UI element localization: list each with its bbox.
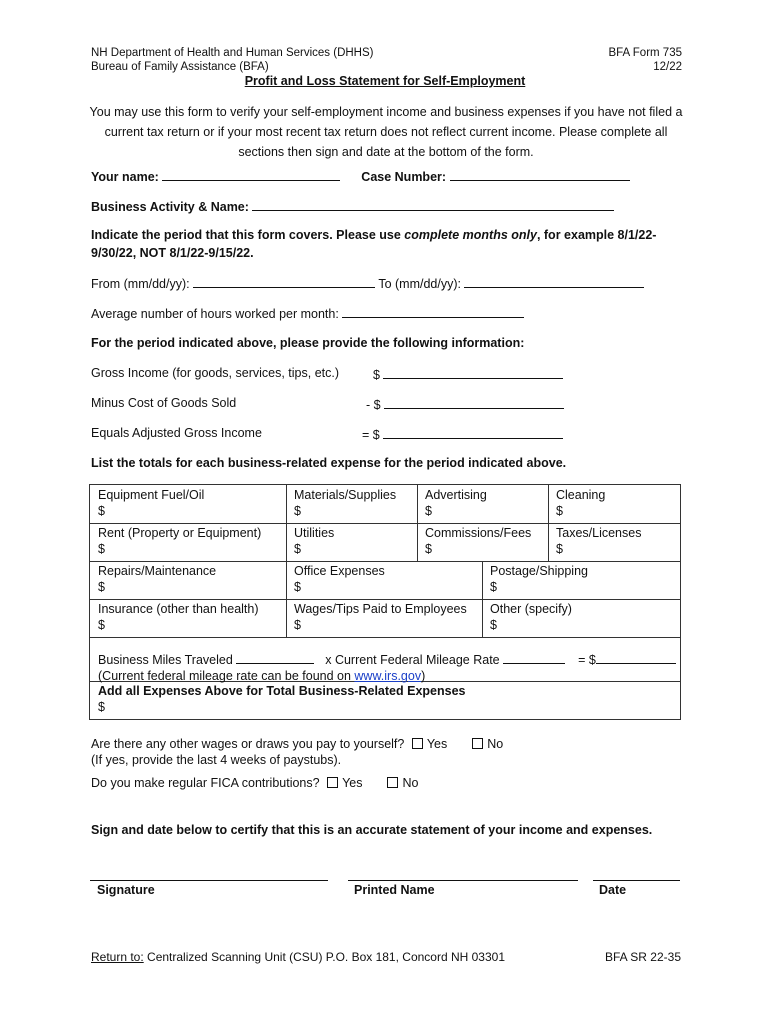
mileage-row: [98, 651, 676, 668]
expenses-heading: List the totals for each business-related expense for the period indicated above.: [91, 456, 567, 470]
adjusted-gross-prefix: = $: [362, 428, 380, 442]
printed-name-line[interactable]: [348, 880, 578, 881]
your-name-field[interactable]: [162, 168, 340, 181]
fica-no-label: No: [402, 776, 419, 790]
miles-field[interactable]: [236, 651, 314, 664]
currency-sign: $: [98, 618, 105, 632]
header-form-id: [608, 46, 682, 74]
currency-sign: $: [98, 580, 105, 594]
mileage-cell: [98, 651, 676, 684]
miles-label: Business Miles Traveled: [98, 653, 233, 667]
expense-label: Wages/Tips Paid to Employees: [294, 602, 467, 616]
from-label: From (mm/dd/yy):: [91, 277, 190, 291]
header-agency: [91, 46, 374, 74]
period-instruction-2: 9/30/22, NOT 8/1/22-9/15/22.: [91, 246, 254, 260]
your-name-label: Your name:: [91, 170, 159, 184]
adjusted-gross-label: Equals Adjusted Gross Income: [91, 426, 262, 440]
expense-label: Insurance (other than health): [98, 602, 259, 616]
expense-cell-repairs[interactable]: [98, 563, 216, 595]
wages-no-checkbox[interactable]: [472, 738, 483, 749]
gross-income-label: Gross Income (for goods, services, tips, etc.): [91, 366, 339, 380]
currency-sign: $: [490, 580, 497, 594]
expense-cell-rent[interactable]: [98, 525, 261, 557]
currency-sign: $: [425, 504, 432, 518]
adjusted-gross-amount: [362, 426, 563, 442]
period-instruction-text: Indicate the period that this form covers. Please use: [91, 228, 405, 242]
currency-sign: $: [294, 542, 301, 556]
expense-cell-utilities[interactable]: [294, 525, 334, 557]
period-instruction-emph: complete months only: [404, 228, 537, 242]
adjusted-gross-field[interactable]: [383, 426, 563, 439]
irs-link[interactable]: www.irs.gov: [354, 669, 422, 683]
currency-sign: $: [294, 580, 301, 594]
to-date-field[interactable]: [464, 275, 644, 288]
printed-name-label: Printed Name: [354, 883, 435, 897]
expense-cell-insurance[interactable]: [98, 601, 259, 633]
period-instruction: [91, 228, 656, 242]
mileage-rate-field[interactable]: [503, 651, 565, 664]
gross-income-field[interactable]: [383, 366, 563, 379]
form-code: BFA SR 22-35: [604, 950, 681, 964]
date-line[interactable]: [593, 880, 680, 881]
fica-yes-label: Yes: [342, 776, 363, 790]
expense-label: Equipment Fuel/Oil: [98, 488, 205, 502]
expense-label: Commissions/Fees: [425, 526, 532, 540]
expense-cell-wages[interactable]: [294, 601, 467, 633]
hours-field[interactable]: [342, 305, 524, 318]
currency-sign: $: [556, 542, 563, 556]
expense-cell-taxes[interactable]: [556, 525, 641, 557]
mileage-total-field[interactable]: [596, 651, 676, 664]
gross-income-prefix: $: [373, 368, 380, 382]
col-divider: [548, 485, 549, 561]
form-date: 12/22: [653, 61, 682, 73]
mileage-rate-label: x Current Federal Mileage Rate: [325, 653, 500, 667]
wages-no-label: No: [487, 737, 504, 751]
fica-yes-checkbox[interactable]: [327, 777, 338, 788]
expense-label: Repairs/Maintenance: [98, 564, 217, 578]
return-address-text: Centralized Scanning Unit (CSU) P.O. Box 181, Concord NH 03301: [143, 950, 505, 964]
expense-label: Postage/Shipping: [490, 564, 588, 578]
expense-cell-advertising[interactable]: [425, 487, 487, 519]
expense-label: Taxes/Licenses: [556, 526, 642, 540]
expense-cell-commissions[interactable]: [425, 525, 531, 557]
mileage-total-prefix: = $: [578, 653, 596, 667]
expense-label: Materials/Supplies: [294, 488, 397, 502]
total-expenses-cell[interactable]: [98, 683, 465, 715]
fica-question: Do you make regular FICA contributions?: [91, 776, 320, 790]
cogs-label: Minus Cost of Goods Sold: [91, 396, 237, 410]
mileage-note: [98, 668, 676, 684]
cogs-field[interactable]: [384, 396, 564, 409]
expense-label: Cleaning: [556, 488, 606, 502]
certify-statement: Sign and date below to certify that this is an accurate statement of your income and expenses.: [91, 823, 653, 837]
expense-cell-postage[interactable]: [490, 563, 588, 595]
to-label: To (mm/dd/yy):: [378, 277, 461, 291]
hours-row: [91, 305, 524, 321]
business-activity-label: Business Activity & Name:: [91, 200, 249, 214]
dept-name: NH Department of Health and Human Services (DHHS): [91, 47, 374, 59]
case-number-field[interactable]: [450, 168, 630, 181]
period-instruction-example: , for example 8/1/22-: [536, 228, 657, 242]
col-divider: [482, 561, 483, 637]
currency-sign: $: [98, 504, 105, 518]
mileage-note-text: (Current federal mileage rate can be found on: [98, 669, 355, 683]
income-heading: For the period indicated above, please provide the following information:: [91, 336, 525, 350]
currency-sign: $: [425, 542, 432, 556]
col-divider: [286, 485, 287, 637]
wages-yes-label: Yes: [426, 737, 448, 751]
business-activity-field[interactable]: [252, 198, 614, 211]
expense-cell-cleaning[interactable]: [556, 487, 605, 519]
row-divider: [90, 561, 680, 562]
signature-line[interactable]: [90, 880, 328, 881]
currency-sign: $: [294, 504, 301, 518]
hours-label: Average number of hours worked per month:: [91, 307, 339, 321]
case-number-label: Case Number:: [361, 170, 447, 184]
period-row: [91, 275, 644, 291]
expense-label: Rent (Property or Equipment): [98, 526, 262, 540]
form-title: Profit and Loss Statement for Self-Employment: [244, 74, 526, 88]
currency-sign: $: [98, 700, 105, 714]
gross-income-amount: [373, 366, 563, 382]
fica-question-row: [91, 776, 418, 790]
wages-note: (If yes, provide the last 4 weeks of paystubs).: [91, 753, 342, 767]
bureau-name: Bureau of Family Assistance (BFA): [91, 61, 269, 73]
expense-cell-materials[interactable]: [294, 487, 396, 519]
expense-cell-office[interactable]: [294, 563, 385, 595]
cogs-amount: [366, 396, 564, 412]
return-to-label: Return to:: [91, 950, 144, 964]
currency-sign: $: [490, 618, 497, 632]
currency-sign: $: [294, 618, 301, 632]
date-label: Date: [599, 883, 627, 897]
row-divider: [90, 637, 680, 638]
expense-label: Utilities: [294, 526, 335, 540]
wages-question-row: [91, 737, 503, 751]
col-divider: [417, 485, 418, 561]
currency-sign: $: [556, 504, 563, 518]
cogs-prefix: - $: [366, 398, 381, 412]
fica-no-checkbox[interactable]: [387, 777, 398, 788]
expense-table: [89, 484, 681, 720]
expense-cell-equipment-fuel[interactable]: [98, 487, 204, 519]
expense-label: Office Expenses: [294, 564, 385, 578]
wages-question: Are there any other wages or draws you pay to yourself?: [91, 737, 405, 751]
intro-text: You may use this form to verify your self-employment income and business expenses if you have not filed a current tax return or if your most recent tax return does not reflect current income. Please complete all sections then sign and date at the bottom of the form.: [89, 105, 683, 159]
row-divider: [90, 599, 680, 600]
total-expenses-label: Add all Expenses Above for Total Business-Related Expenses: [98, 684, 466, 698]
expense-label: Advertising: [425, 488, 487, 502]
signature-label: Signature: [97, 883, 155, 897]
business-row: [91, 198, 614, 214]
currency-sign: $: [98, 542, 105, 556]
expense-cell-other[interactable]: [490, 601, 572, 633]
mileage-note-close: ): [421, 669, 426, 683]
form-number: BFA Form 735: [608, 47, 682, 59]
expense-label: Other (specify): [490, 602, 572, 616]
wages-yes-checkbox[interactable]: [412, 738, 423, 749]
row-divider: [90, 523, 680, 524]
return-address: [91, 950, 505, 964]
from-date-field[interactable]: [193, 275, 375, 288]
name-case-row: [91, 168, 630, 184]
